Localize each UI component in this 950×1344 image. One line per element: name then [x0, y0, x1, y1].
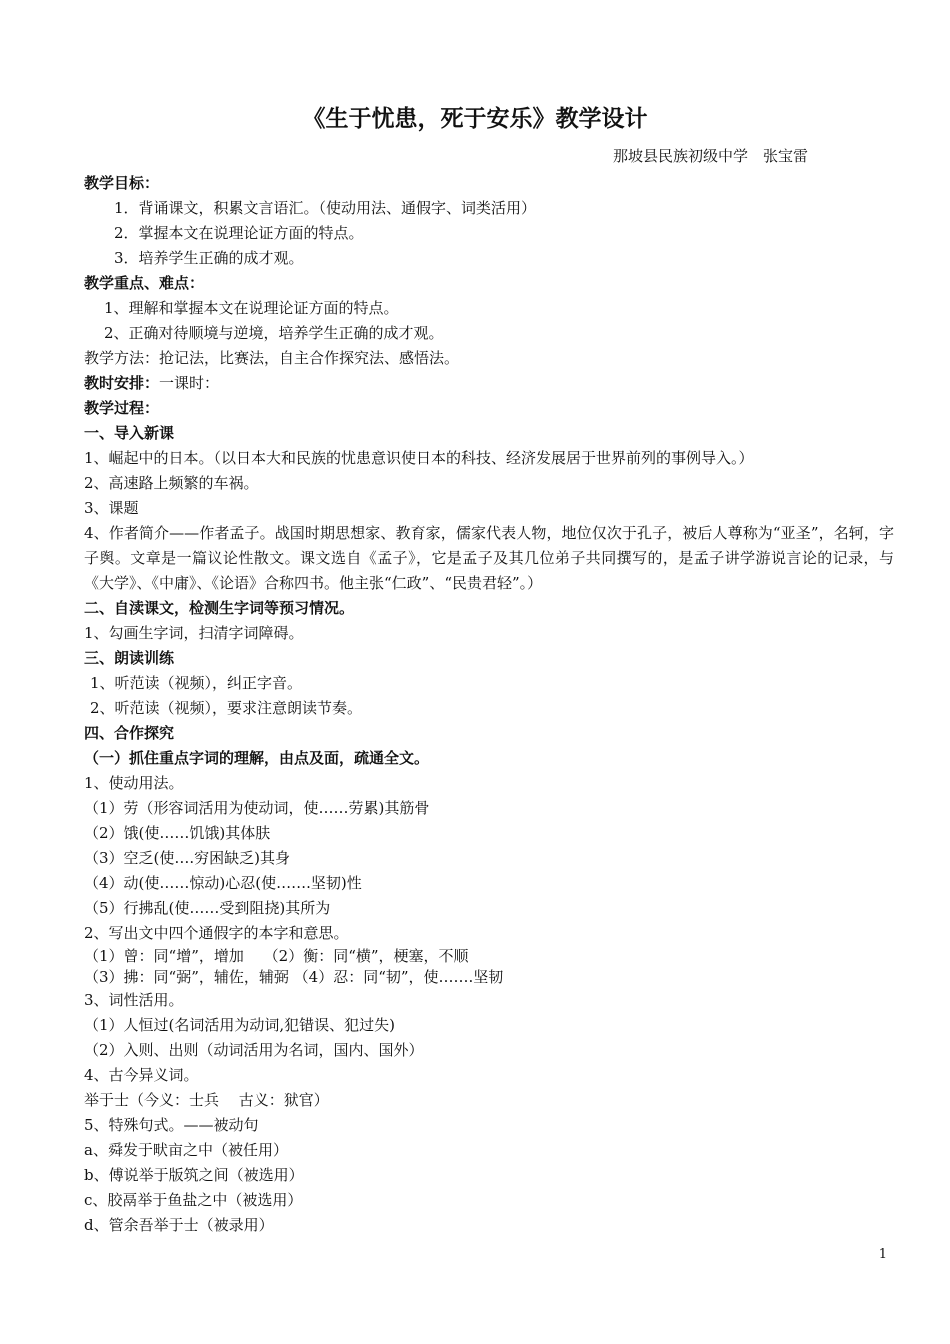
section-heading: 一、导入新课	[84, 424, 175, 442]
schedule-value: 一课时：	[159, 374, 220, 392]
list-item: 2、高速路上频繁的车祸。	[84, 474, 259, 492]
list-item: （5）行拂乱(使……受到阻挠)其所为	[84, 899, 331, 917]
document-body	[84, 171, 894, 1238]
guji-title: 4、古今异义词。	[84, 1066, 199, 1084]
key-point-item: 2、正确对待顺境与逆境，培养学生正确的成才观。	[104, 324, 444, 342]
method-line: 教学方法：抢记法，比赛法，自主合作探究法、感悟法。	[84, 349, 460, 367]
schedule-label: 教时安排：	[84, 374, 160, 392]
list-item: （1）劳（形容词活用为使动词，使……劳累)其筋骨	[84, 799, 430, 817]
section-heading: 二、自渎课文，检测生字词等预习情况。	[84, 599, 355, 617]
tongjia-title: 2、写出文中四个通假字的本字和意思。	[84, 924, 349, 942]
list-item: （2）入则、出则（动词活用为名词，国内、国外）	[84, 1041, 424, 1059]
cixing-title: 3、词性活用。	[84, 991, 184, 1009]
objective-item: 2．掌握本文在说理论证方面的特点。	[114, 224, 364, 242]
objective-item: 3．培养学生正确的成才观。	[114, 249, 304, 267]
teshu-title: 5、特殊句式。——被动句	[84, 1116, 259, 1134]
section-heading: 四、合作探究	[84, 724, 175, 742]
list-item: c、胶鬲举于鱼盐之中（被选用）	[84, 1191, 303, 1209]
sub-heading: （一）抓住重点字词的理解，由点及面，疏通全文。	[84, 749, 430, 767]
objective-item: 1．背诵课文，积累文言语汇。（使动用法、通假字、词类活用）	[114, 199, 537, 217]
list-item: 2、听范读（视频），要求注意朗读节奏。	[90, 699, 363, 717]
list-item: （2）饿(使……饥饿)其体肤	[84, 824, 271, 842]
process-heading: 教学过程：	[84, 399, 160, 417]
list-item: b、傅说举于版筑之间（被选用）	[84, 1166, 304, 1184]
objectives-heading: 教学目标：	[84, 174, 160, 192]
list-item: （3）空乏(使….穷困缺乏)其身	[84, 849, 291, 867]
key-point-item: 1、理解和掌握本文在说理论证方面的特点。	[104, 299, 399, 317]
list-item: a、舜发于畎亩之中（被任用）	[84, 1141, 288, 1159]
list-item: （1）人恒过(名词活用为动词,犯错误、犯过失)	[84, 1016, 396, 1034]
list-item: 1、听范读（视频），纠正字音。	[90, 674, 303, 692]
list-item: 1、崛起中的日本。（以日本大和民族的忧患意识使日本的科技、经济发展居于世界前列的事例导入。）	[84, 449, 754, 467]
author-line: 那坡县民族初级中学 张宝雷	[612, 147, 808, 165]
list-item: d、管余吾举于士（被录用）	[84, 1216, 274, 1234]
list-item: 3、课题	[84, 499, 139, 517]
page-number: 1	[878, 1247, 887, 1262]
list-item: 1、勾画生字词，扫清字词障碍。	[84, 624, 304, 642]
author-intro-paragraph: 4、作者简介——作者孟子。战国时期思想家、教育家，儒家代表人物，地位仅次于孔子，被后人尊称为“亚圣”，名轲，字子舆。文章是一篇议论性散文。课文选自《孟子》，它是孟子及其几位弟子共同撰写的，是孟子讲学游说言论的记录，与《大学》、《中庸》、《论语》合称四书。他主张“仁政”、“民贵君轻”。）	[84, 524, 894, 592]
document-title: 《生于忧患，死于安乐》教学设计	[302, 106, 648, 132]
list-item: （3）拂：同“弼”，辅佐，辅弼 （4）忍：同“韧”，使…….坚韧	[84, 968, 504, 986]
schedule-line	[84, 371, 894, 396]
list-item: （4）动(使……惊动)心忍(使…….坚韧)性	[84, 874, 362, 892]
section-heading: 三、朗读训练	[84, 649, 175, 667]
list-item: 举于士（今义：士兵 古义：狱官）	[84, 1091, 329, 1109]
list-item: （1）曾：同“增”，增加 （2）衡：同“横”，梗塞，不顺	[84, 947, 469, 965]
usage-title: 1、使动用法。	[84, 774, 184, 792]
key-points-heading: 教学重点、难点：	[84, 274, 205, 292]
